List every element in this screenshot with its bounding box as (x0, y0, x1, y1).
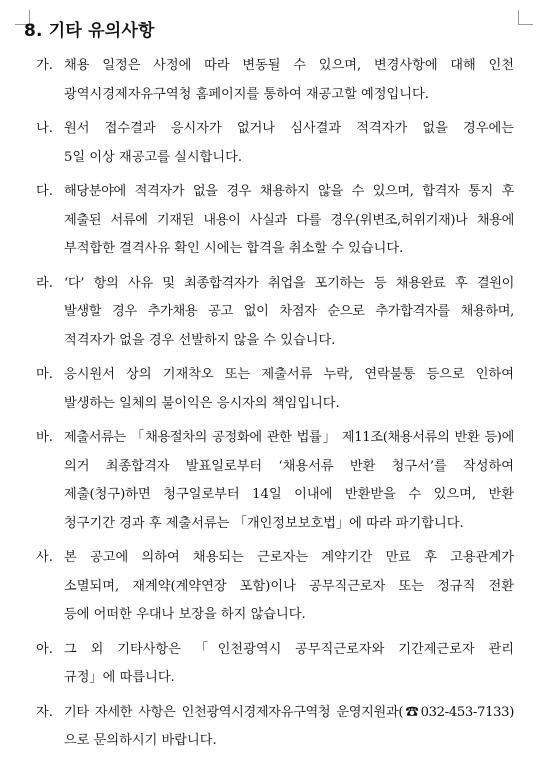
notice-item (36, 361, 514, 418)
item-line: ‘다’ 항의 사유 및 최종합격자가 취업을 포기하는 등 채용완료 후 결원이 (64, 275, 514, 291)
item-line: 그 외 기타사항은 「인천광역시 공무직근로자와 기간제근로자 관리 (64, 641, 514, 657)
item-line: 제출된 서류에 기재된 내용이 사실과 다를 경우(위변조,허위기재)나 채용에 (64, 212, 514, 228)
item-line: 소멸되며, 재계약(계약연장 포함)이나 공무직근로자 또는 정규직 전환 (64, 578, 514, 594)
item-marker: 아. (36, 641, 53, 657)
notice-item (36, 636, 514, 693)
item-marker: 라. (36, 275, 53, 291)
item-line: 5일 이상 재공고를 실시합니다. (64, 149, 243, 165)
item-line: 발생할 경우 추가채용 공고 없이 차점자 순으로 추가합격자를 채용하며, (64, 304, 514, 319)
item-line: 부적합한 결격사유 확인 시에는 합격을 취소할 수 있습니다. (64, 241, 404, 256)
item-line: 제출서류는 「채용절차의 공정화에 관한 법률」 제11조(채용서류의 반환 등)에 (64, 430, 514, 445)
item-line: 으로 문의하시기 바랍니다. (64, 733, 217, 748)
item-line: 규정」에 따릅니다. (64, 670, 175, 685)
item-marker: 마. (36, 367, 53, 382)
item-marker: 사. (36, 550, 53, 565)
item-text (64, 361, 514, 418)
item-line: 본 공고에 의하여 채용되는 근로자는 계약기간 만료 후 고용관계가 (64, 550, 514, 565)
item-text (64, 424, 514, 538)
item-marker: 바. (36, 430, 53, 445)
item-marker: 다. (36, 184, 53, 199)
notice-item (36, 699, 514, 756)
item-marker: 자. (36, 704, 53, 720)
item-line: 제출(청구)하면 청구일로부터 14일 이내에 반환받을 수 있으며, 반환 (64, 487, 514, 502)
notice-item (36, 270, 514, 356)
item-line: 청구기간 경과 후 제출서류는 「개인정보보호법」에 따라 파기합니다. (64, 515, 464, 531)
item-text (64, 699, 514, 756)
item-line: 발생하는 일체의 불이익은 응시자의 책임입니다. (64, 395, 340, 411)
item-line: 의거 최종합격자 발표일로부터 ‘채용서류 반환 청구서’를 작성하여 (64, 458, 514, 474)
section-title: 8. 기타 유의사항 (24, 21, 155, 41)
item-line: 응시원서 상의 기재착오 또는 제출서류 누락, 연락불통 등으로 인하여 (64, 367, 514, 382)
item-marker: 나. (36, 121, 53, 136)
item-line: 채용 일정은 사정에 따라 변동될 수 있으며, 변경사항에 대해 인천 (64, 58, 514, 73)
item-line: 적격자가 없을 경우 선발하지 않을 수 있습니다. (64, 332, 336, 348)
notice-item (36, 424, 514, 538)
notice-list (36, 52, 514, 762)
item-marker: 가. (36, 58, 53, 73)
item-line: 기타 자세한 사항은 인천광역시경제자유구역청 운영지원과(☎032-453-7133) (64, 704, 514, 720)
item-line: 원서 접수결과 응시자가 없거나 심사결과 적격자가 없을 경우에는 (64, 121, 514, 136)
notice-item (36, 544, 514, 630)
notice-item (36, 115, 514, 172)
item-text (64, 636, 514, 693)
item-line: 해당분야에 적격자가 없을 경우 채용하지 않을 수 있으며, 합격자 통지 후 (64, 184, 514, 199)
item-text (64, 115, 514, 172)
item-line: 광역시경제자유구역청 홈페이지를 통하여 재공고할 예정입니다. (64, 86, 429, 102)
item-text (64, 270, 514, 356)
notice-item (36, 178, 514, 264)
item-text (64, 52, 514, 109)
notice-item (36, 52, 514, 109)
item-text (64, 178, 514, 264)
item-line: 등에 어떠한 우대나 보장을 하지 않습니다. (64, 607, 306, 622)
page-corner-mark-top-right (518, 10, 533, 25)
item-text (64, 544, 514, 630)
